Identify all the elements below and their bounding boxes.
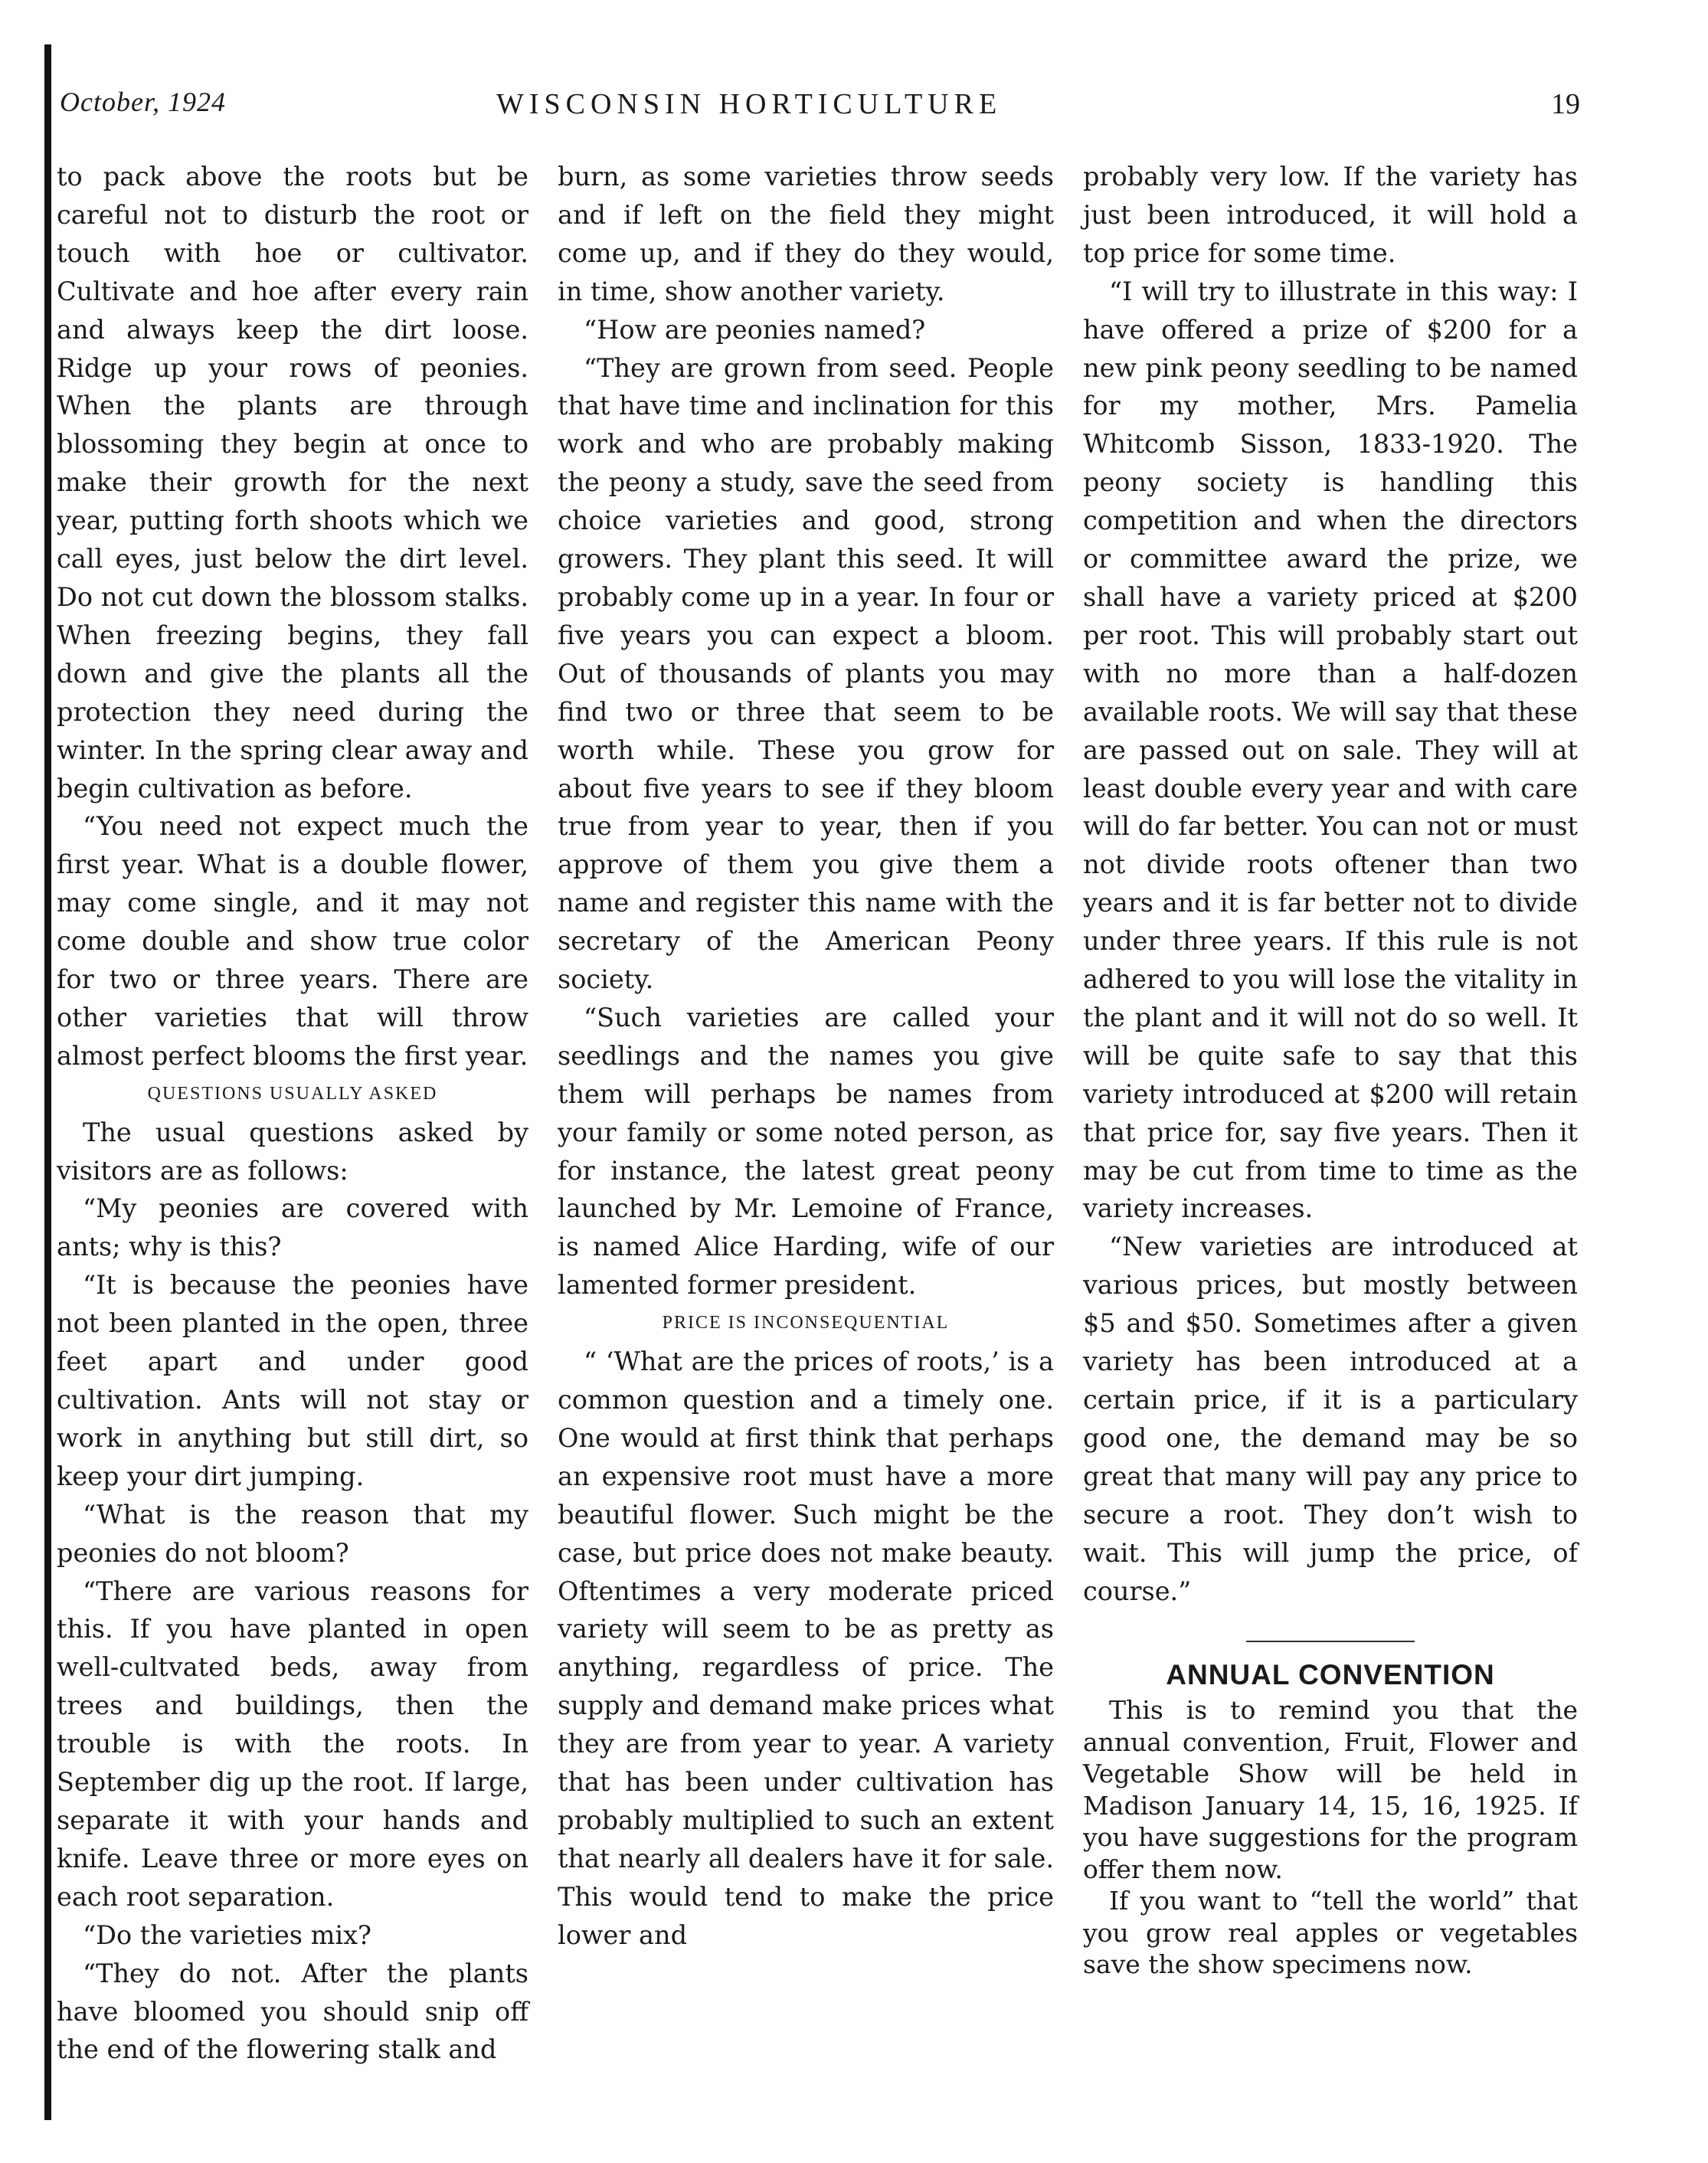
- paragraph: “My peonies are covered with ants; why is this?: [57, 1193, 528, 1262]
- running-head: [60, 86, 1580, 132]
- convention-paragraph: This is to remind you that the annual convention, Fruit, Flower and Vegetable Show will be held in Madison January 14, 15, 16, 1925. If you have suggestions for the program offer them now.: [1083, 1695, 1578, 1884]
- publication-title: WISCONSIN HORTICULTURE: [496, 88, 1003, 120]
- paragraph: “New varieties are introduced at various prices, but mostly between $5 and $50. Sometimes after a given variety has been introduced at a certain price, if it is a particulary good one, the demand may be so great that many will pay any price to secure a root. They don’t wish to wait. This will jump the price, of course.”: [1083, 1232, 1578, 1606]
- paragraph: “I will try to illustrate in this way: I have offered a prize of $200 for a new pink peony seedling to be named for my mother, Mrs. Pamelia Whitcomb Sisson, 1833-1920. The peony society is handling this competition and when the directors or committee award the prize, we shall have a variety priced at $200 per root. This will probably start out with no more than a half-dozen available roots. We will say that these are passed out on sale. They will at least double every year and with care will do far better. You can not or must not divide roots oftener than two years and it is far better not to divide under three years. If this rule is not adhered to you will lose the vitality in the plant and it will not do so well. It will be quite safe to say that this variety introduced at $200 will retain that price for, say five years. Then it may be cut from time to time as the variety increases.: [1083, 276, 1578, 1224]
- section-heading-price: PRICE IS INCONSEQUENTIAL: [662, 1313, 950, 1333]
- divider-rule: [1246, 1641, 1415, 1642]
- paragraph: “It is because the peonies have not been planted in the open, three feet apart and under good cultivation. Ants will not stay or work in anything but still dirt, so keep your dirt jumping.: [57, 1270, 528, 1491]
- column-2: [558, 158, 1054, 1955]
- issue-date: October, 1924: [60, 87, 226, 117]
- paragraph: “There are various reasons for this. If you have planted in open well-cultvated beds, away from trees and buildings, then the trouble is with the roots. In September dig up the root. If large, separate it with your hands and knife. Leave three or more eyes on each root separation.: [57, 1576, 528, 1912]
- column-1: [57, 158, 528, 2069]
- paragraph: to pack above the roots but be careful not to disturb the root or touch with hoe or cultivator. Cultivate and hoe after every rain and always keep the dirt loose. Ridge up your rows of peonies. When the plants are through blossoming they begin at once to make their growth for the next year, putting forth shoots which we call eyes, just below the dirt level. Do not cut down the blossom stalks. When freezing begins, they fall down and give the plants all the protection they need during the winter. In the spring clear away and begin cultivation as before.: [57, 162, 528, 803]
- annual-convention-heading: ANNUAL CONVENTION: [1166, 1659, 1495, 1691]
- paragraph: “What is the reason that my peonies do not bloom?: [57, 1499, 528, 1568]
- page-number: 19: [1551, 88, 1580, 120]
- paragraph: “They are grown from seed. People that have time and inclination for this work and who are probably making the peony a study, save the seed from choice varieties and good, strong growers. They plant this seed. It will probably come up in a year. In four or five years you can expect a bloom. Out of thousands of plants you may find two or three that seem to be worth while. These you grow for about five years to see if they bloom true from year to year, then if you approve of them you give them a name and register this name with the secretary of the American Peony society.: [558, 352, 1054, 995]
- convention-paragraph: If you want to “tell the world” that you grow real apples or vegetables save the show specimens now.: [1083, 1886, 1578, 1980]
- paragraph: “ ‘What are the prices of roots,’ is a common question and a timely one. One would at first think that perhaps an expensive root must have a more beautiful flower. Such might be the case, but price does not make beauty. Oftentimes a very moderate priced variety will seem to be as pretty as anything, regardless of price. The supply and demand make prices what they are from year to year. A variety that has been under cultivation has probably multiplied to such an extent that nearly all dealers have it for sale. This would tend to make the price lower and: [558, 1347, 1054, 1950]
- paragraph: “Do the varieties mix?: [83, 1919, 371, 1950]
- column-3: [1083, 158, 1578, 1981]
- paragraph: probably very low. If the variety has just been introduced, it will hold a top price for some time.: [1083, 162, 1578, 268]
- paragraph: “You need not expect much the first year. What is a double flower, may come single, and it may not come double and show true color for two or three years. There are other varieties that will throw almost perfect blooms the first year.: [57, 811, 528, 1071]
- binding-edge: [44, 44, 51, 2120]
- paragraph: “How are peonies named?: [584, 314, 926, 345]
- section-heading-questions: QUESTIONS USUALLY ASKED: [147, 1083, 438, 1104]
- paragraph: “They do not. After the plants have bloomed you should snip off the end of the flowering stalk and: [57, 1958, 528, 2065]
- paragraph: The usual questions asked by visitors are as follows:: [57, 1117, 528, 1186]
- paragraph: burn, as some varieties throw seeds and if left on the field they might come up, and if they do they would, in time, show another variety.: [558, 162, 1054, 306]
- paragraph: “Such varieties are called your seedlings and the names you give them will perhaps be names from your family or some noted person, as for instance, the latest great peony launched by Mr. Lemoine of France, is named Alice Harding, wife of our lamented former president.: [558, 1002, 1054, 1301]
